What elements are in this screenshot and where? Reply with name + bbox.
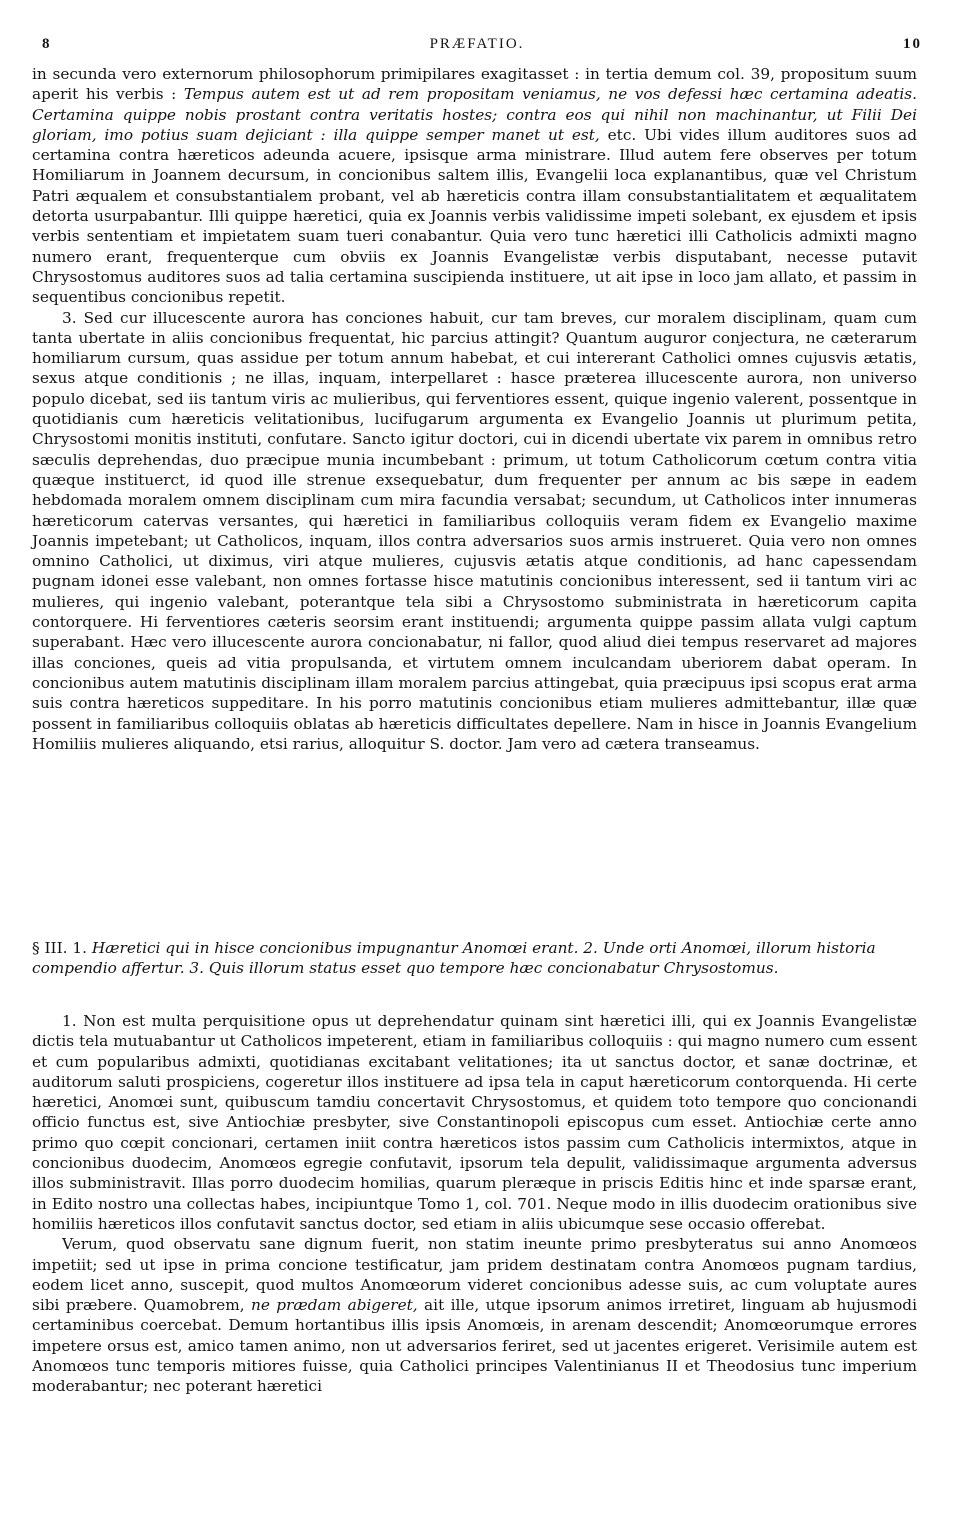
page-number-left: 8 (42, 36, 52, 52)
paragraph-1-text-b: etc. Ubi vides illum auditores suos ad certamina contra hæreticos adeunda acuere, ipsisque arma ministrare. Illud autem fere observes per totum Homiliarum in Joannem decursum, in concionibus saltem illis, Evangelii loca explanantibus, quæ vel Christum Patri æqualem et consubstantialem probant, vel ab hæreticis contra illam consubstantialitatem et æqualitatem detorta usurpabantur. Illi quippe hæretici, quia ex Joannis verbis validissime impeti solebant, ex ejusdem et ipsis verbis sententiam et impietatem suam tueri conabantur. Quia vero tunc hæretici illi Catholicis admixti magno numero erant, frequenterque cum obviis ex Joannis Evangelistæ verbis disputabant, necesse putavit Chrysostomus auditores suos ad talia certamina suscipienda instituere, ut ait ipse in loco jam allato, et passim in sequentibus concionibus repetit. (32, 125, 917, 307)
paragraph-1 (32, 64, 917, 308)
paragraph-4-text-a: Verum, quod observatu sane dignum fuerit, non statim ineunte primo presbyteratus sui anno Anomœos impetiit; sed ut ipse in prima concione testificatur, jam pridem destinatam contra Anomœos pugnam tardius, eodem licet anno, suscepit, quod multos Anomœorum videret concionibus adesse suis, ac cum voluptate aures sibi præbere. Quamobrem, (32, 1235, 917, 1315)
page-number-right: 10 (903, 36, 922, 52)
running-title: PRÆFATIO. (429, 36, 525, 52)
paragraph-4-text-b: ait ille, utque ipsorum animos irretiret, linguam ab hujusmodi certaminibus coercebat. Demum hortantibus illis ipsis Anomœis, in arenam descendit; Anomœorumque errores impetere orsus est, amico tamen animo, non ut adversarios feriret, sed ut jacentes erigeret. Verisimile autem est Anomœos tunc temporis mitiores fuisse, quia Catholici principes Valentinianus II et Theodosius tunc imperium moderabantur; nec poterant hæretici (32, 1296, 917, 1396)
paragraph-1-text-a: in secunda vero externorum philosophorum primipilares exagitasset : in tertia demum col. 39, propositum suum aperit his verbis : (32, 65, 917, 104)
section-summary: Hæretici qui in hisce concionibus impugnantur Anomœi erant. 2. Unde orti Anomœi, illorum historia compendio affertur. 3. Quis illorum status esset quo tempore hæc concionabatur Chrysostomus. (32, 939, 876, 978)
running-header (32, 36, 922, 58)
paragraph-4-quote: ne prædam abigeret, (250, 1296, 418, 1315)
section-heading (32, 938, 917, 979)
paragraph-2: 3. Sed cur illucescente aurora has conciones habuit, cur tam breves, cur moralem disciplinam, quam cum tanta ubertate in aliis concionibus frequentat, hic parcius attingit? Quantum auguror conjectura, ne cæterarum homiliarum cursum, quas assidue per totum annum habebat, et cui intererant Catholici omnes cujusvis ætatis, sexus atque conditionis ; ne illas, inquam, interpellaret : hasce præterea illucescente aurora, non universo populo dicebat, sed iis tantum viris ac mulieribus, qui ferventiores essent, quique ingenio valerent, possentque in quotidianis cum hæreticis velitationibus, lucifugarum argumenta ex Evangelio Joannis ut plurimum petita, Chrysostomi monitis instituti, confutare. Sancto igitur doctori, cui in dicendi ubertate vix parem in omnibus retro sæculis deprehendas, duo præcipue munia incumbebant : primum, ut totum Catholicorum cœtum contra vitia quæque instituerct, id quod ille strenue exsequebatur, dum frequenter per annum ac bis sæpe in eadem hebdomada moralem omnem disciplinam cum mira facundia versabat; secundum, ut Catholicos inter innumeras hæreticorum catervas versantes, qui hæretici in familiaribus colloquiis veram fidem ex Evangelio maxime Joannis impetebant; ut Catholicos, inquam, illos contra adversarios suos armis instrueret. Quia vero non omnes omnino Catholici, ut diximus, viri atque mulieres, cujusvis ætatis atque conditionis, ad hanc capessendam pugnam idonei esse valebant, non omnes fortasse hisce matutinis concionibus interessent, sed ii tantum viri ac mulieres, qui ingenio valebant, poterantque tela sibi a Chrysostomo subministrata in hæreticorum capita contorquere. Hi ferventiores cæteris seorsim erant instituendi; argumenta quippe passim allata vulgi captum superabant. Hæc vero illucescente aurora concionabatur, ni fallor, quod aliud diei tempus reservaret ad majores illas conciones, queis ad vitia propulsanda, et virtutem omnem inculcandam uberiorem dabat operam. In concionibus autem matutinis disciplinam illam moralem parcius attingebat, quia præcipuus ipsi scopus erat arma suis contra hæreticos suppeditare. In his porro matutinis concionibus etiam mulieres admittebantur, illæ quæ possent in familiaribus colloquiis oblatas ab hæreticis difficultates depellere. Nam in hisce in Joannis Evangelium Homiliis mulieres aliquando, etsi rarius, alloquitur S. doctor. Jam vero ad cætera transeamus. (32, 308, 917, 753)
section-label: § III. 1. (32, 939, 87, 957)
paragraph-3: 1. Non est multa perquisitione opus ut deprehendatur quinam sint hæretici illi, qui ex Joannis Evangelistæ dictis tela mutuabantur ut Catholicos impeterent, etiam in familiaribus colloquiis : qui magno numero cum essent et cum popularibus admixti, quotidianas excitabant velitationes; ita ut sanctus doctor, et sanæ doctrinæ, et auditorum saluti prospiciens, cogeretur illos instituere ad ipsa tela in caput hæreticorum contorquenda. Hi certe hæretici, Anomœi sunt, quibuscum tamdiu concertavit Chrysostomus, et quidem toto tempore quo concionandi officio functus est, sive Antiochiæ presbyter, sive Constantinopoli episcopus cum esset. Antiochiæ certe anno primo quo cœpit concionari, certamen iniit contra hæreticos istos passim cum Catholicis intermixtos, atque in concionibus duodecim, Anomœos egregie confutavit, ipsorum tela depulit, validissimaque argumenta adversus illos subministravit. Illas porro duodecim homilias, quarum pleræque in priscis Editis hinc et inde sparsæ erant, in Edito nostro una collectas habes, incipiuntque Tomo 1, col. 701. Neque modo in illis duodecim orationibus sive homiliis hæreticos illos confutavit sanctus doctor, sed etiam in aliis ubicumque sese occasio offerebat. (32, 1012, 917, 1233)
body-text-bottom (32, 1011, 917, 1397)
body-text-top (32, 64, 917, 754)
paragraph-1-quote: Tempus autem est ut ad rem propositam veniamus, ne vos defessi hæc certamina adeatis. Certamina quippe nobis prostant contra veritatis hostes; contra eos qui nihil non machinantur, ut Filii Dei gloriam, imo potius suam dejiciant : illa quippe semper manet ut est, (32, 85, 917, 144)
paragraph-4 (32, 1234, 917, 1396)
